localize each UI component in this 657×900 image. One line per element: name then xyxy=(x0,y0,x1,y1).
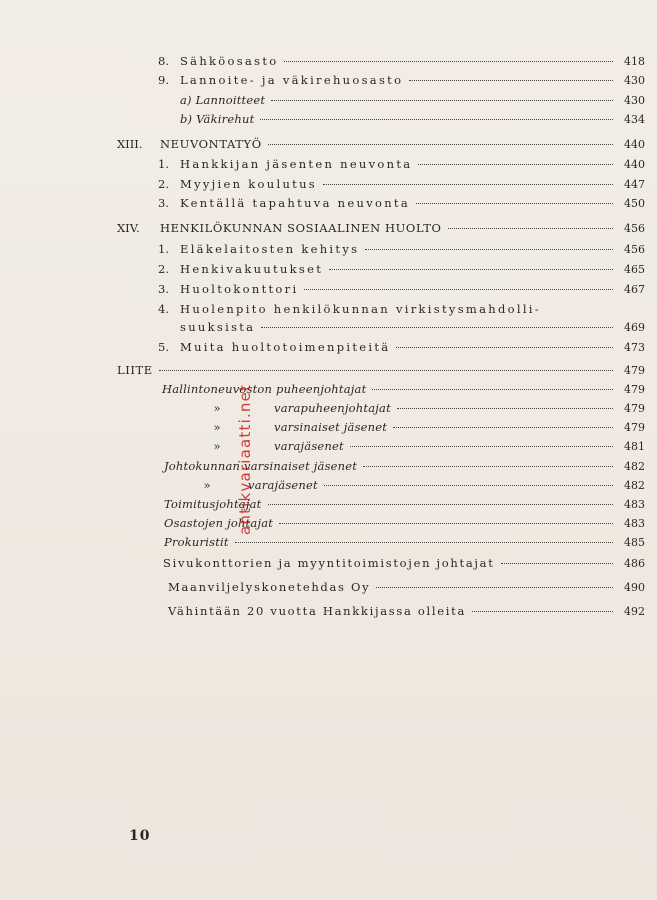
appendix-row xyxy=(200,478,645,496)
toc-row xyxy=(180,112,645,130)
toc-page: 440 xyxy=(624,138,645,151)
dot-leader xyxy=(376,587,613,588)
dot-leader xyxy=(268,504,613,505)
appendix-title: LIITE xyxy=(117,363,153,377)
toc-label: a) Lannoitteet xyxy=(180,93,266,107)
toc-page: 485 xyxy=(624,536,645,549)
toc-chapter-title: HENKILÖKUNNAN SOSIAALINEN HUOLTO xyxy=(160,221,442,235)
dot-leader xyxy=(235,542,613,543)
appendix-row xyxy=(210,439,645,457)
toc-row xyxy=(158,196,645,214)
toc-number: 1. xyxy=(158,242,169,256)
toc-label: Huolenpito henkilökunnan virkistysmahdolli- xyxy=(180,302,541,316)
toc-number: 3. xyxy=(158,282,169,296)
dot-leader xyxy=(260,119,613,120)
dot-leader xyxy=(279,523,613,524)
toc-page: 467 xyxy=(624,283,645,296)
dot-leader xyxy=(372,389,613,390)
toc-label: Eläkelaitosten kehitys xyxy=(180,242,360,256)
toc-page: 450 xyxy=(624,197,645,210)
toc-page: 483 xyxy=(624,498,645,511)
dot-leader xyxy=(271,100,613,101)
toc-page: 473 xyxy=(624,341,645,354)
toc-page: 430 xyxy=(624,94,645,107)
toc-row xyxy=(158,282,645,300)
dot-leader xyxy=(393,427,613,428)
toc-label: Hankkijan jäsenten neuvonta xyxy=(180,157,413,171)
appendix-row xyxy=(162,382,645,400)
toc-page: 479 xyxy=(624,383,645,396)
toc-page: 465 xyxy=(624,263,645,276)
appendix-label: varsinaiset jäsenet xyxy=(274,420,388,434)
toc-row xyxy=(180,93,645,111)
ditto-mark: » xyxy=(213,401,221,415)
appendix-label: Osastojen johtajat xyxy=(164,516,274,530)
dot-leader xyxy=(329,269,613,270)
toc-number: 9. xyxy=(158,73,169,87)
toc-label: Kentällä tapahtuva neuvonta xyxy=(180,196,411,210)
toc-page: 490 xyxy=(624,581,645,594)
toc-page: 456 xyxy=(624,222,645,235)
appendix-label: Hallintoneuvoston puheenjohtajat xyxy=(162,382,367,396)
appendix-label: Vähintään 20 vuotta Hankkijassa olleita xyxy=(168,604,467,618)
toc-chapter-row xyxy=(117,221,645,239)
appendix-label: Prokuristit xyxy=(164,535,229,549)
toc-page: 447 xyxy=(624,178,645,191)
appendix-row xyxy=(164,535,645,553)
toc-chapter-row xyxy=(117,137,645,155)
toc-page: 430 xyxy=(624,74,645,87)
dot-leader xyxy=(448,228,613,229)
toc-row xyxy=(158,340,645,358)
dot-leader xyxy=(324,485,613,486)
toc-page: 418 xyxy=(624,55,645,68)
dot-leader xyxy=(363,466,613,467)
toc-label: Lannoite- ja väkirehuosasto xyxy=(180,73,404,87)
toc-label: Huoltokonttori xyxy=(180,282,299,296)
toc-page: 482 xyxy=(624,479,645,492)
toc-row xyxy=(158,73,645,91)
toc-number: 2. xyxy=(158,177,169,191)
toc-row xyxy=(158,242,645,260)
toc-number: XIII. xyxy=(117,137,143,151)
dot-leader xyxy=(304,289,613,290)
toc-row xyxy=(158,54,645,72)
ditto-mark: » xyxy=(213,420,221,434)
dot-leader xyxy=(416,203,613,204)
toc-chapter-title: NEUVONTATYÖ xyxy=(160,137,262,151)
toc-number: 2. xyxy=(158,262,169,276)
dot-leader xyxy=(350,446,613,447)
toc-page: 492 xyxy=(624,605,645,618)
appendix-extra-row xyxy=(163,556,645,574)
dot-leader xyxy=(409,80,613,81)
appendix-extra-row xyxy=(168,604,645,622)
toc-number: 3. xyxy=(158,196,169,210)
toc-page: 486 xyxy=(624,557,645,570)
toc-row xyxy=(158,177,645,195)
appendix-label: Sivukonttorien ja myyntitoimistojen johtajat xyxy=(163,556,495,570)
toc-number: 8. xyxy=(158,54,169,68)
toc-number: 1. xyxy=(158,157,169,171)
dot-leader xyxy=(284,61,613,62)
toc-label: Henkivakuutukset xyxy=(180,262,324,276)
toc-page: 479 xyxy=(624,364,645,377)
ditto-mark: » xyxy=(213,439,221,453)
appendix-row xyxy=(210,420,645,438)
dot-leader xyxy=(397,408,613,409)
dot-leader xyxy=(268,144,613,145)
toc-page: 483 xyxy=(624,517,645,530)
appendix-label: Toimitusjohtajat xyxy=(164,497,262,511)
ditto-mark: » xyxy=(203,478,211,492)
dot-leader xyxy=(396,347,613,348)
toc-page: 456 xyxy=(624,243,645,256)
toc-label: suuksista xyxy=(180,320,256,334)
appendix-label: varapuheenjohtajat xyxy=(274,401,391,415)
toc-page: 479 xyxy=(624,421,645,434)
toc-number: 5. xyxy=(158,340,169,354)
toc-page: 479 xyxy=(624,402,645,415)
page-number: 10 xyxy=(129,828,151,844)
toc-label: b) Väkirehut xyxy=(180,112,255,126)
toc-label: Myyjien koulutus xyxy=(180,177,317,191)
appendix-row xyxy=(210,401,645,419)
dot-leader xyxy=(365,249,613,250)
watermark: antikvariaatti.net xyxy=(236,383,254,535)
appendix-label: Johtokunnan varsinaiset jäsenet xyxy=(164,459,358,473)
dot-leader xyxy=(418,164,613,165)
toc-page: 481 xyxy=(624,440,645,453)
toc-row xyxy=(158,262,645,280)
appendix-title-row xyxy=(117,363,645,381)
toc-row xyxy=(180,320,645,338)
toc-label: Sähköosasto xyxy=(180,54,279,68)
toc-row xyxy=(158,157,645,175)
toc-page: 469 xyxy=(624,321,645,334)
appendix-extra-row xyxy=(168,580,645,598)
toc-label: Muita huoltotoimenpiteitä xyxy=(180,340,391,354)
appendix-label: varajäsenet xyxy=(248,478,318,492)
dot-leader xyxy=(323,184,613,185)
appendix-label: Maanviljelyskonetehdas Oy xyxy=(168,580,371,594)
toc-page: 482 xyxy=(624,460,645,473)
dot-leader xyxy=(472,611,613,612)
toc-row xyxy=(158,302,645,320)
toc-number: XIV. xyxy=(117,221,140,235)
dot-leader xyxy=(501,563,613,564)
appendix-label: varajäsenet xyxy=(274,439,344,453)
toc-number: 4. xyxy=(158,302,169,316)
dot-leader xyxy=(159,370,613,371)
toc-page: 440 xyxy=(624,158,645,171)
dot-leader xyxy=(261,327,613,328)
toc-page: 434 xyxy=(624,113,645,126)
